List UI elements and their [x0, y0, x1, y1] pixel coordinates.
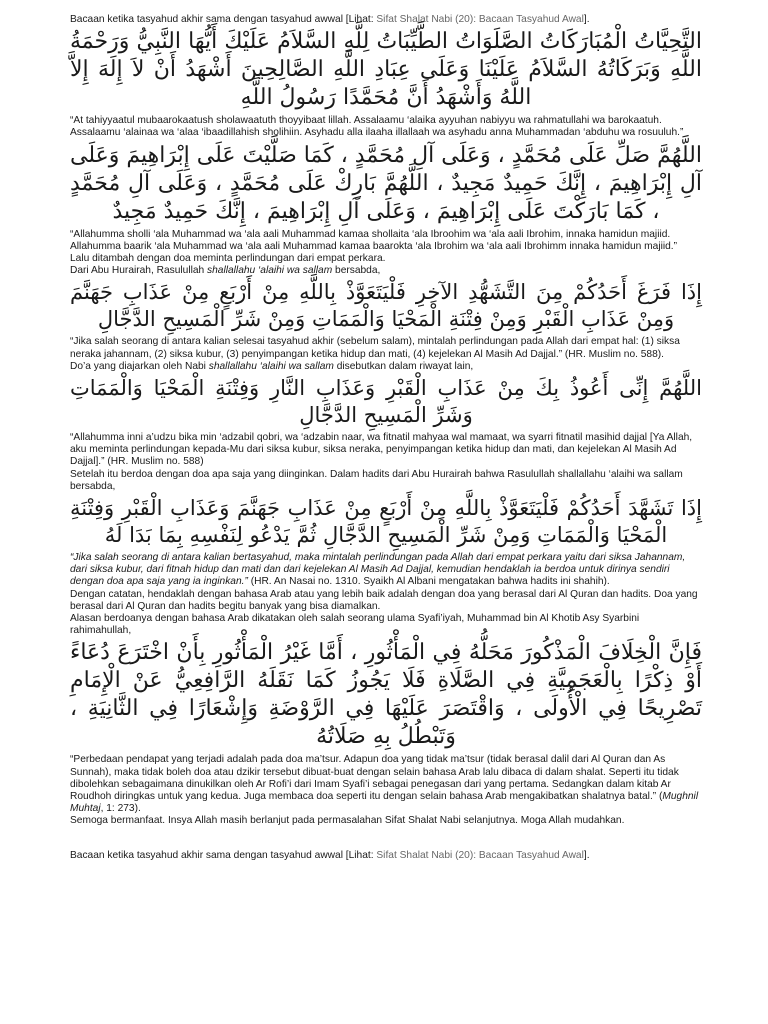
doa-intro-em: shallallahu ‘alaihi wa sallam — [208, 360, 334, 372]
shalawat-arabic: اللَّهُمَّ صَلِّ عَلَى مُحَمَّدٍ ، وَعَلَى آلِ مُحَمَّدٍ ، كَمَا صَلَّيْتَ عَلَى إِبْرَاهِيمَ وَعَلَى آلِ إِبْرَاهِيمَ ، إِنَّكَ حَمِيدٌ مَجِيدٌ ، اللَّهُمَّ بَارِكْ عَلَى مُحَمَّدٍ ، وَعَلَى آلِ مُحَمَّدٍ ، كَمَا بَارَكْتَ عَلَى إِبْرَاهِيمَ ، وَعَلَى آلِ إِبْرَاهِيمَ ، إِنَّكَ حَمِيدٌ مَجِيدٌ — [70, 142, 703, 224]
doa-intro-post: disebutkan dalam riwayat lain, — [333, 360, 474, 372]
doa1-latin: “Allahumma inni a’udzu bika min ‘adzabil qobri, wa ‘adzabin naar, wa fitnatil mahyaa wal mamaat, wa syarri fitnatil masihid dajjal [Ya Allah, aku meminta perlindungan kepada-Mu dari siksa kubur, siksa neraka, penyimpangan ketika hidup dan mati, dan kejelekan Al Masih Ad Dajjal].” (HR. Muslim no. 588) — [70, 432, 693, 468]
transition-line1: Lalu ditambah dengan doa meminta perlindungan dari empat perkara. — [70, 253, 386, 265]
hadith2-arabic: إِذَا تَشَهَّدَ أَحَدُكُمْ فَلْيَتَعَوَّذْ بِاللَّهِ مِنْ أَرْبَعٍ مِنْ عَذَابِ جَهَنَّمَ وَعَذَابِ الْقَبْرِ وَفِتْنَةِ الْمَحْيَا وَالْمَمَاتِ وَمِنْ شَرِّ الْمَسِيحِ الدَّجَّالِ ثُمَّ يَدْعُو لِنَفْسِهِ بِمَا بَدَا لَهُ — [70, 496, 702, 548]
transition-line2 — [70, 265, 702, 277]
footer-close: ]. — [583, 849, 590, 861]
closing-paragraph: Semoga bermanfaat. Insya Allah masih berlanjut pada permasalahan Sifat Shalat Nabi selanjutnya. Moga Allah mudahkan. — [70, 815, 625, 827]
quote-latin-pre: “Perbedaan pendapat yang terjadi adalah pada doa ma’tsur. Adapun doa yang tidak ma’tsur (tidak berasal dalil dari Al Quran dan As Sunnah), maka tidak boleh doa atau dzikir tersebut dibuat-buat dengan selain bahasa Arab lalu dibaca di dalam shalat. Seperti itu tidak dibolehkan sebagaimana dinukilkan oleh Ar Rofi’i dari Imam Syafi’i sebagai penegasan dari yang pertama. Sedangkan dalam kitab Ar Roudhoh diringkas untuk yang kedua. Juga membaca doa seperti itu dengan selain bahasa Arab mengakibatkan shalatnya batal.” ( — [70, 754, 679, 803]
hadith2-note1: Dengan catatan, hendaklah dengan bahasa Arab atau yang lebih baik adalah dengan doa yang berasal dari Al Quran dan hadits. Doa yang berasal dari Al Quran dan hadits begitu banyak yang bisa diamalkan. — [70, 588, 698, 612]
doa1-arabic: اللَّهُمَّ إِنِّى أَعُوذُ بِكَ مِنْ عَذَابِ الْقَبْرِ وَعَذَابِ النَّارِ وَفِتْنَةِ الْمَحْيَا وَالْمَمَاتِ وَشَرِّ الْمَسِيحِ الدَّجَّالِ — [70, 376, 702, 428]
tasyahud-latin: “At tahiyyaatul mubaarokaatush sholawaatuth thoyyibaat lillah. Assalaamu ‘alaika ayyuhan nabiyyu wa rahmatullahi wa barokaatuh. Assalaamu ‘alainaa wa ‘alaa ‘ibaadillahish sholihiin. Asyhadu alla ilaaha illallaah wa asyhadu anna Muhammadan ‘abduhu wa rosuuluh.” — [70, 115, 684, 139]
hadith2-note2: Alasan berdoanya dengan bahasa Arab dikatakan oleh salah seorang ulama Syafi’iyah, Muhammad bin Al Khotib Asy Syarbini rahimahullah, — [70, 613, 640, 637]
hadith1-arabic: إِذَا فَرَغَ أَحَدُكُمْ مِنَ التَّشَهُّدِ الآخِرِ فَلْيَتَعَوَّذْ بِاللَّهِ مِنْ أَرْبَعٍ مِنْ عَذَابِ جَهَنَّمَ وَمِنْ عَذَابِ الْقَبْرِ وَمِنْ فِتْنَةِ الْمَحْيَا وَالْمَمَاتِ وَمِنْ شَرِّ الْمَسِيحِ الدَّجَّالِ — [70, 280, 702, 332]
doa-intro-pre: Do’a yang diajarkan oleh Nabi — [70, 360, 209, 372]
hadith2-latin-post: (HR. An Nasai no. 1310. Syaikh Al Albani mengatakan bahwa hadits ini shahih). — [247, 576, 610, 588]
header-link[interactable]: Sifat Shalat Nabi (20): Bacaan Tasyahud Awal — [376, 14, 584, 25]
quote-latin-post: , 1: 273). — [100, 803, 141, 815]
shalawat-latin: “Allahumma sholli ‘ala Muhammad wa ‘ala aali Muhammad kamaa shollaita ‘ala Ibroohim wa ‘ala aali Ibrohim, innaka hamidun majiid. Allahumma baarik ‘ala Muhammad wa ‘ala aali Muhammad kamaa baarokta ‘ala Ibrohim wa ‘ala aali Ibrohimm innaka hamidun majiid.” — [70, 228, 678, 252]
transition-pre: Dari Abu Hurairah, Rasulullah — [70, 265, 208, 277]
transition-em: shallallahu ‘alaihi wa sallam — [207, 265, 333, 277]
footer-paragraph — [70, 850, 702, 862]
hadith2-latin — [70, 552, 702, 589]
doa1-after: Setelah itu berdoa dengan doa apa saja yang diinginkan. Dalam hadits dari Abu Hurairah bahwa Rasulullah shallallahu ‘alaihi wa sallam bersabda, — [70, 468, 683, 492]
header-close: ]. — [583, 14, 590, 25]
spacer — [70, 828, 702, 850]
footer-intro: Bacaan ketika tasyahud akhir sama dengan tasyahud awwal [Lihat: — [70, 849, 377, 861]
document-page — [70, 14, 702, 862]
transition-post: bersabda, — [332, 265, 381, 277]
hadith2-latin-em: “Jika salah seorang di antara kalian bertasyahud, maka mintalah perlindungan pada Allah dari empat perkara yaitu dari siksa Jahannam, dari siksa kubur, dari fitnah hidup dan mati dan dari kejelekan Al Masih Ad Dajjal, kemudian hendaklah ia berdoa untuk dirinya sendiri dengan doa apa saja yang ia inginkan.” — [70, 552, 686, 588]
quote-arabic: فَإِنَّ الْخِلَافَ الْمَذْكُورَ مَحَلُّهُ فِي الْمَأْثُورِ ، أَمَّا غَيْرُ الْمَأْثُورِ بِأَنْ اخْتَرَعَ دُعَاءً أَوْ ذِكْرًا بِالْعَجَمِيَّةِ فِي الصَّلَاةِ فَلَا يَجُوزُ كَمَا نَقَلَهُ الرَّافِعِيُّ عَنْ الْإِمَامِ تَصْرِيحًا فِي الْأُولَى ، وَاقْتَصَرَ عَلَيْهَا فِي الرَّوْضَةِ وَإِشْعَارًا فِي الثَّانِيَةِ ، وَتَبْطُلُ بِهِ صَلَاتُهُ — [70, 640, 702, 750]
doa-intro — [70, 361, 702, 373]
quote-latin-em: Mughnil Muhtaj — [70, 791, 699, 815]
header-paragraph — [70, 14, 702, 26]
header-intro: Bacaan ketika tasyahud akhir sama dengan tasyahud awwal [Lihat: — [70, 14, 377, 25]
tasyahud-arabic: التَّحِيَّاتُ الْمُبَارَكَاتُ الصَّلَوَاتُ الطَّيِّبَاتُ لِلَّهِ السَّلاَمُ عَلَيْكَ أَيُّهَا النَّبِيُّ وَرَحْمَةُ اللَّهِ وَبَرَكَاتُهُ السَّلاَمُ عَلَيْنَا وَعَلَى عِبَادِ اللَّهِ الصَّالِحِينَ أَشْهَدُ أَنْ لاَ إِلَهَ إِلاَّ اللَّهُ وَأَشْهَدُ أَنَّ مُحَمَّدًا رَسُولُ اللَّهِ — [70, 29, 702, 111]
hadith1-latin: “Jika salah seorang di antara kalian selesai tasyahud akhir (sebelum salam), mintalah perlindungan pada Allah dari empat hal: (1) siksa neraka jahannam, (2) siksa kubur, (3) penyimpangan ketika hidup dan mati, (4) kejelekan Al Masih Ad Dajjal.” (HR. Muslim no. 588). — [70, 336, 680, 360]
footer-link[interactable]: Sifat Shalat Nabi (20): Bacaan Tasyahud Awal — [376, 849, 584, 861]
quote-latin — [70, 754, 702, 815]
